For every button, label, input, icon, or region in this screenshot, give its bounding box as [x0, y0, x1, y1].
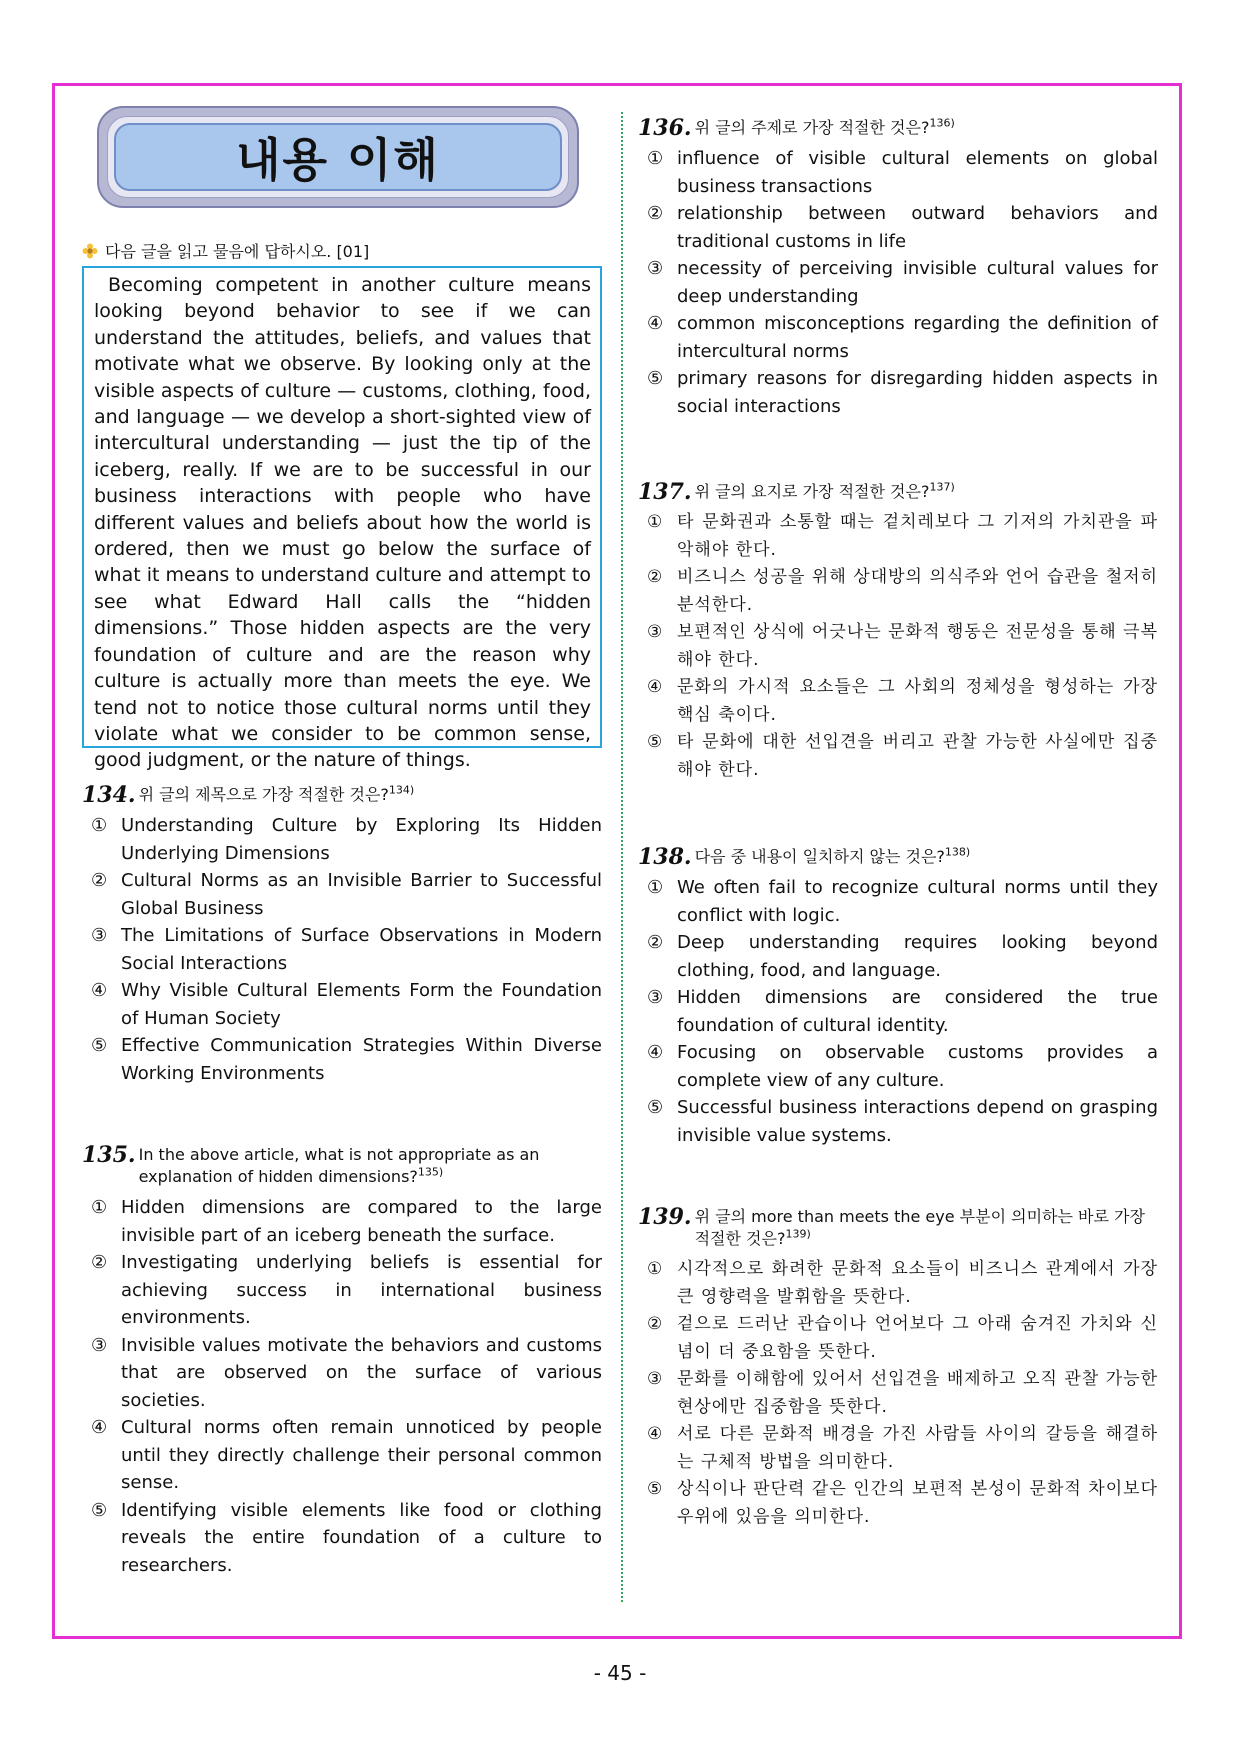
question-134 [82, 784, 602, 1087]
option-5[interactable]: ⑤ 상식이나 판단력 같은 인간의 보편적 본성이 문화적 차이보다 우위에 있음을 의미한다. [647, 1479, 1158, 1527]
option-5[interactable]: ⑤ 타 문화에 대한 선입견을 버리고 관찰 가능한 사실에만 집중해야 한다. [647, 732, 1158, 780]
passage-text: Becoming competent in another culture means looking beyond behavior to see if we can understand the attitudes, beliefs, and values that motivate what we observe. By looking only at the visible aspects of culture — customs, clothing, food, and language — we develop a short-sighted view of intercultural understanding — just the tip of the iceberg, really. If we are to be successful in our business interactions with people who have different values and beliefs about how the world is ordered, then we must go below the surface of what it means to understand culture and attempt to see what Edward Hall calls the “hidden dimensions.” Those hidden aspects are the very foundation of culture and are the reason why culture is actually more than meets the eye. We tend not to notice those cultural norms until they violate what we consider to be common sense, good judgment, or the nature of things. [94, 274, 591, 772]
option-1[interactable]: ① Hidden dimensions are compared to the large invisible part of an iceberg beneath the surface. [91, 1197, 602, 1246]
option-2[interactable]: ② Investigating underlying beliefs is essential for achieving success in international business environments. [91, 1252, 602, 1328]
option-1[interactable]: ① influence of visible cultural elements on global business transactions [647, 148, 1158, 197]
question-number: 135. [82, 1142, 136, 1168]
option-3[interactable]: ③ 보편적인 상식에 어긋나는 문화적 행동은 전문성을 통해 극복해야 한다. [647, 622, 1158, 670]
flower-icon [82, 243, 98, 259]
option-list [82, 812, 602, 1087]
question-number: 139. [638, 1204, 692, 1230]
question-prompt: 다음 중 내용이 일치하지 않는 것은? [694, 847, 945, 866]
option-1[interactable]: ① We often fail to recognize cultural norms until they conflict with logic. [647, 877, 1158, 926]
question-ref: 138) [944, 845, 971, 859]
instruction [82, 239, 369, 262]
question-number: 136. [638, 115, 692, 141]
page-number: - 45 - [593, 1661, 647, 1685]
option-3[interactable]: ③ 문화를 이해함에 있어서 선입견을 배제하고 오직 관찰 가능한 현상에만 집중함을 뜻한다. [647, 1369, 1158, 1417]
question-prompt: In the above article, what is not appropriate as an explanation of hidden dimensions? [138, 1145, 540, 1186]
option-4[interactable]: ④ Cultural norms often remain unnoticed by people until they directly challenge their personal common sense. [91, 1417, 602, 1493]
option-5[interactable]: ⑤ Successful business interactions depend on grasping invisible value systems. [647, 1097, 1158, 1146]
question-136 [638, 117, 1158, 420]
question-prompt: 위 글의 주제로 가장 적절한 것은? [694, 118, 930, 137]
option-1[interactable]: ① 타 문화권과 소통할 때는 겉치레보다 그 기저의 가치관을 파악해야 한다. [647, 512, 1158, 560]
question-ref: 135) [417, 1165, 444, 1179]
option-1[interactable]: ① Understanding Culture by Exploring Its Hidden Underlying Dimensions [91, 815, 602, 864]
reading-passage [82, 266, 602, 772]
question-ref: 134) [388, 783, 415, 797]
question-ref: 139) [785, 1227, 811, 1241]
section-title: 내용 이해 [236, 133, 440, 187]
option-list [638, 874, 1158, 1149]
instruction-text: 다음 글을 읽고 물음에 답하시오. [01] [105, 242, 370, 261]
section-title-badge [97, 106, 579, 208]
question-number: 134. [82, 782, 136, 808]
option-4[interactable]: ④ 문화의 가시적 요소들은 그 사회의 정체성을 형성하는 가장 핵심 축이다. [647, 677, 1158, 725]
option-list [638, 1256, 1158, 1531]
option-5[interactable]: ⑤ Identifying visible elements like food or clothing reveals the entire foundation of a culture to researchers. [91, 1499, 602, 1576]
option-4[interactable]: ④ common misconceptions regarding the definition of intercultural norms [647, 313, 1158, 362]
option-5[interactable]: ⑤ Effective Communication Strategies Within Diverse Working Environments [91, 1035, 602, 1084]
question-prompt: 위 글의 요지로 가장 적절한 것은? [694, 482, 930, 501]
question-number: 138. [638, 844, 692, 870]
option-4[interactable]: ④ 서로 다른 문화적 배경을 가진 사람들 사이의 갈등을 해결하는 구체적 방법을 의미한다. [647, 1424, 1158, 1472]
question-137 [638, 481, 1158, 784]
question-138 [638, 846, 1158, 1149]
column-divider [621, 112, 623, 1602]
question-135 [82, 1144, 602, 1579]
option-2[interactable]: ② 비즈니스 성공을 위해 상대방의 의식주와 언어 습관을 철저히 분석한다. [647, 567, 1158, 615]
option-4[interactable]: ④ Why Visible Cultural Elements Form the Foundation of Human Society [91, 980, 602, 1029]
question-number: 137. [638, 479, 692, 505]
option-3[interactable]: ③ necessity of perceiving invisible cultural values for deep understanding [647, 258, 1158, 307]
option-list [638, 509, 1158, 784]
option-1[interactable]: ① 시각적으로 화려한 문화적 요소들이 비즈니스 관계에서 가장 큰 영향력을 발휘함을 뜻한다. [647, 1259, 1158, 1307]
option-list [638, 145, 1158, 420]
option-4[interactable]: ④ Focusing on observable customs provides a complete view of any culture. [647, 1042, 1158, 1091]
option-3[interactable]: ③ The Limitations of Surface Observations in Modern Social Interactions [91, 925, 602, 974]
question-ref: 137) [929, 480, 955, 494]
question-prompt: 위 글의 more than meets the eye 부분이 의미하는 바로 가장 적절한 것은? [694, 1207, 1145, 1248]
option-list [82, 1194, 602, 1579]
question-prompt: 위 글의 제목으로 가장 적절한 것은? [138, 785, 389, 804]
question-139 [638, 1206, 1158, 1531]
option-2[interactable]: ② Deep understanding requires looking beyond clothing, food, and language. [647, 932, 1158, 981]
option-3[interactable]: ③ Hidden dimensions are considered the true foundation of cultural identity. [647, 987, 1158, 1036]
option-3[interactable]: ③ Invisible values motivate the behaviors and customs that are observed on the surface of various societies. [91, 1334, 602, 1411]
option-2[interactable]: ② 겉으로 드러난 관습이나 언어보다 그 아래 숨겨진 가치와 신념이 더 중요함을 뜻한다. [647, 1314, 1158, 1362]
option-2[interactable]: ② relationship between outward behaviors and traditional customs in life [647, 203, 1158, 252]
question-ref: 136) [929, 116, 955, 130]
option-2[interactable]: ② Cultural Norms as an Invisible Barrier to Successful Global Business [91, 870, 602, 919]
option-5[interactable]: ⑤ primary reasons for disregarding hidden aspects in social interactions [647, 368, 1158, 417]
